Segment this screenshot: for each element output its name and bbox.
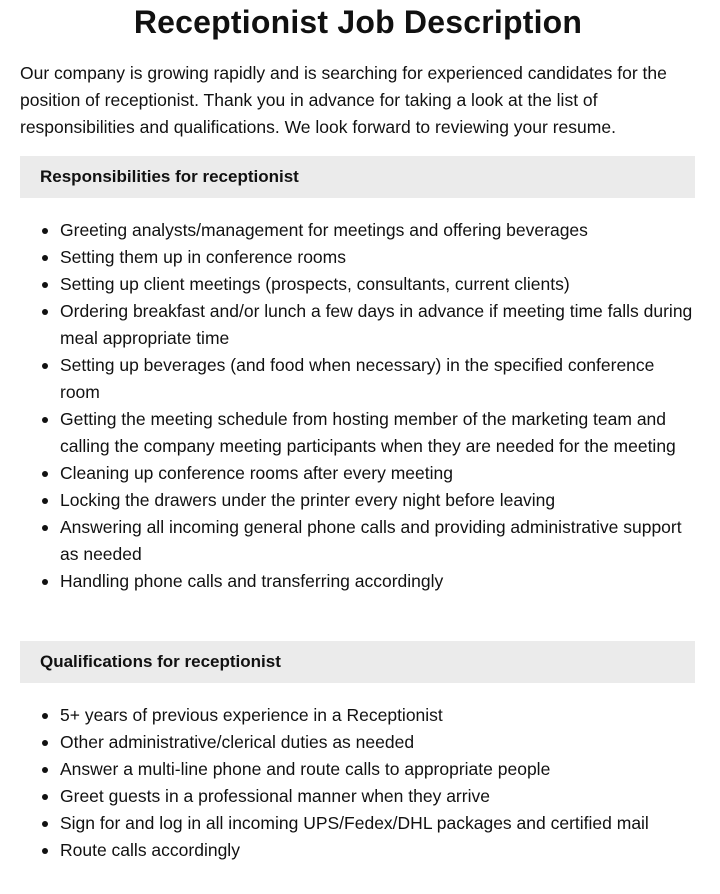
responsibility-item: Handling phone calls and transferring accordingly bbox=[60, 568, 695, 595]
responsibility-item: Cleaning up conference rooms after every meeting bbox=[60, 460, 695, 487]
responsibility-item: Locking the drawers under the printer every night before leaving bbox=[60, 487, 695, 514]
qualifications-heading: Qualifications for receptionist bbox=[20, 641, 695, 683]
qualification-item: Other administrative/clerical duties as needed bbox=[60, 729, 695, 756]
qualification-item: Answer a multi-line phone and route calls to appropriate people bbox=[60, 756, 695, 783]
qualification-item: 5+ years of previous experience in a Receptionist bbox=[60, 702, 695, 729]
responsibilities-list bbox=[20, 217, 695, 595]
qualification-item: Greet guests in a professional manner when they arrive bbox=[60, 783, 695, 810]
qualification-item: Sign for and log in all incoming UPS/Fedex/DHL packages and certified mail bbox=[60, 810, 695, 837]
responsibility-item: Answering all incoming general phone calls and providing administrative support as needed bbox=[60, 514, 695, 568]
responsibility-item: Greeting analysts/management for meetings and offering beverages bbox=[60, 217, 695, 244]
responsibility-item: Ordering breakfast and/or lunch a few days in advance if meeting time falls during meal appropriate time bbox=[60, 298, 695, 352]
responsibility-item: Setting up beverages (and food when necessary) in the specified conference room bbox=[60, 352, 695, 406]
page-title: Receptionist Job Description bbox=[133, 4, 583, 40]
qualifications-list bbox=[20, 702, 695, 864]
responsibility-item: Setting up client meetings (prospects, consultants, current clients) bbox=[60, 271, 695, 298]
responsibility-item: Setting them up in conference rooms bbox=[60, 244, 695, 271]
responsibilities-heading: Responsibilities for receptionist bbox=[20, 156, 695, 198]
intro-paragraph: Our company is growing rapidly and is searching for experienced candidates for the position of receptionist. Thank you in advance for taking a look at the list of responsibilities and qualifications. We look forward to reviewing your resume. bbox=[20, 63, 667, 137]
responsibility-item: Getting the meeting schedule from hosting member of the marketing team and calling the company meeting participants when they are needed for the meeting bbox=[60, 406, 695, 460]
qualification-item: Route calls accordingly bbox=[60, 837, 695, 864]
